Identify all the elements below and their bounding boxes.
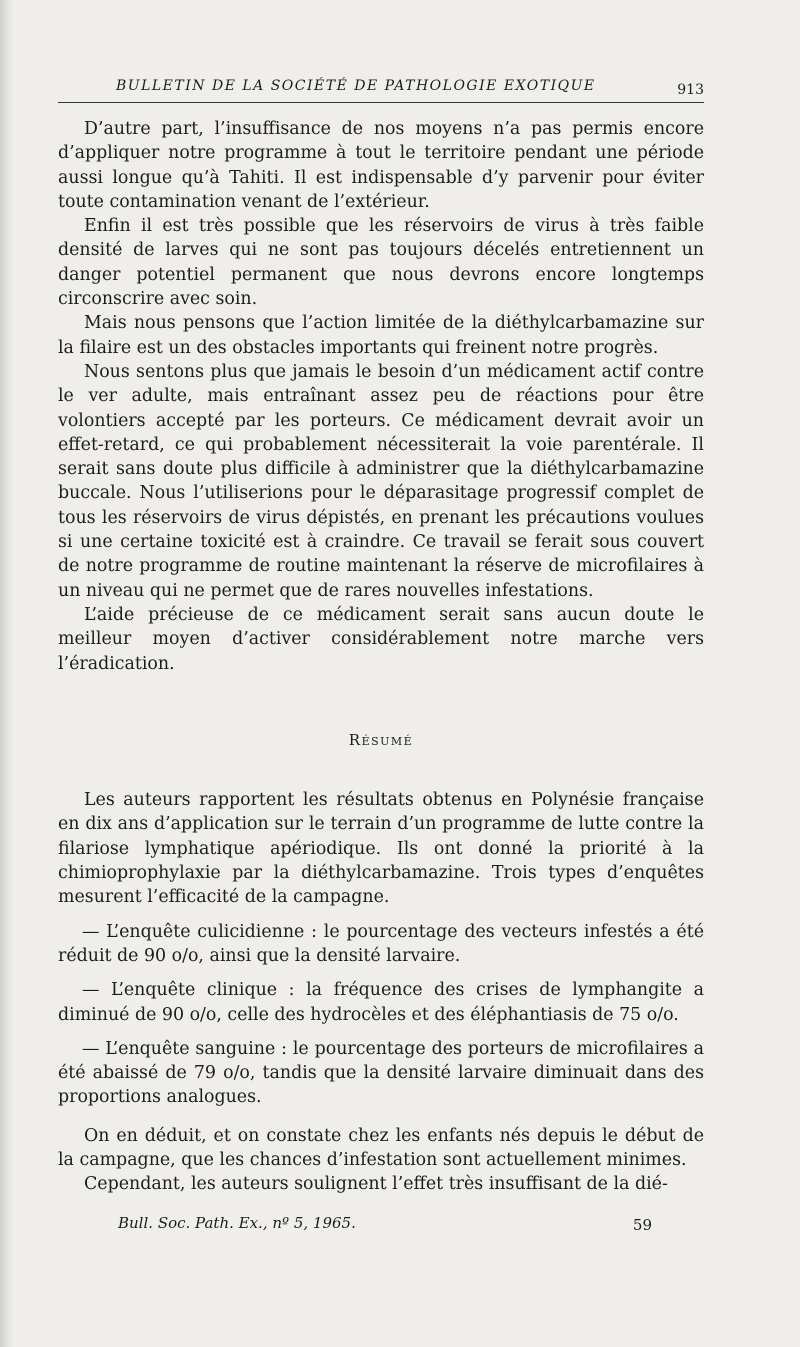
page-spine-shadow: [0, 0, 14, 1347]
paragraph: D’autre part, l’insuffisance de nos moyens n’a pas permis encore d’appliquer notre programme à tout le territoire pendant une période aussi longue qu’à Tahiti. Il est indispensable d’y parvenir pour éviter toute contamination venant de l’extérieur.: [58, 119, 704, 212]
summary-conclusion: On en déduit, et on constate chez les enfants nés depuis le début de la campagne, que les chances d’infestation sont actuellement minimes.: [58, 1125, 704, 1170]
page-number: 913: [677, 82, 704, 98]
summary-item: — L’enquête culicidienne : le pourcentage des vecteurs infestés a été réduit de 90 o/o, ainsi que la densité larvaire.: [58, 921, 704, 966]
summary-item: — L’enquête sanguine : le pourcentage des porteurs de microfilaires a été abaissé de 79 o/o, tandis que la densité larvaire diminuait dans des proportions analogues.: [58, 1038, 704, 1108]
paragraph: Nous sentons plus que jamais le besoin d’un médicament actif contre le ver adulte, mais entraînant assez peu de réactions pour être volontiers accepté par les porteurs. Ce médicament devrait avoir un effet-retard, ce qui probablement nécessiterait la voie parentérale. Il serait sans doute plus difficile à administrer que la diéthylcarbamazine buccale. Nous l’utiliserions pour le déparasitage progressif complet de tous les réservoirs de virus dépistés, en prenant les précautions voulues si une certaine toxicité est à craindre. Ce travail se ferait sous couvert de notre programme de routine maintenant la réserve de microfilaires à un niveau qui ne permet que de rares nouvelles infestations.: [58, 361, 704, 601]
journal-citation: Bull. Soc. Path. Ex., nº 5, 1965.: [118, 1214, 356, 1232]
paragraph: Enfin il est très possible que les réservoirs de virus à très faible densité de larves qui ne sont pas toujours décelés entretiennent un danger potentiel permanent que nous devrons encore longtemps circonscrire avec soin.: [58, 216, 704, 310]
summary-item: — L’enquête clinique : la fréquence des crises de lymphangite a diminué de 90 o/o, celle des hydrocèles et des éléphantiasis de 75 o/o.: [58, 980, 704, 1025]
page-footer: [58, 1214, 652, 1238]
running-header: [58, 72, 704, 103]
signature-mark: 59: [632, 1216, 652, 1234]
article-body: [58, 117, 704, 1197]
summary-closing: Cependant, les auteurs soulignent l’effet très insuffisant de la dié-: [84, 1174, 668, 1195]
summary-heading: Résumé: [348, 730, 414, 749]
summary-intro: Les auteurs rapportent les résultats obtenus en Polynésie française en dix ans d’application sur le terrain d’un programme de lutte contre la filariose lymphatique apériodique. Ils ont donné la priorité à la chimioprophylaxie par la diéthylcarbamazine. Trois types d’enquêtes mesurent l’efficacité de la campagne.: [58, 790, 704, 908]
running-title: BULLETIN DE LA SOCIÉTÉ DE PATHOLOGIE EXOTIQUE: [116, 78, 596, 94]
paragraph: Mais nous pensons que l’action limitée de la diéthylcarbamazine sur la filaire est un des obstacles importants qui freinent notre progrès.: [58, 313, 704, 358]
paragraph: L’aide précieuse de ce médicament serait sans aucun doute le meilleur moyen d’activer considérablement notre marche vers l’éradication.: [58, 604, 704, 674]
journal-page: [58, 72, 704, 1197]
